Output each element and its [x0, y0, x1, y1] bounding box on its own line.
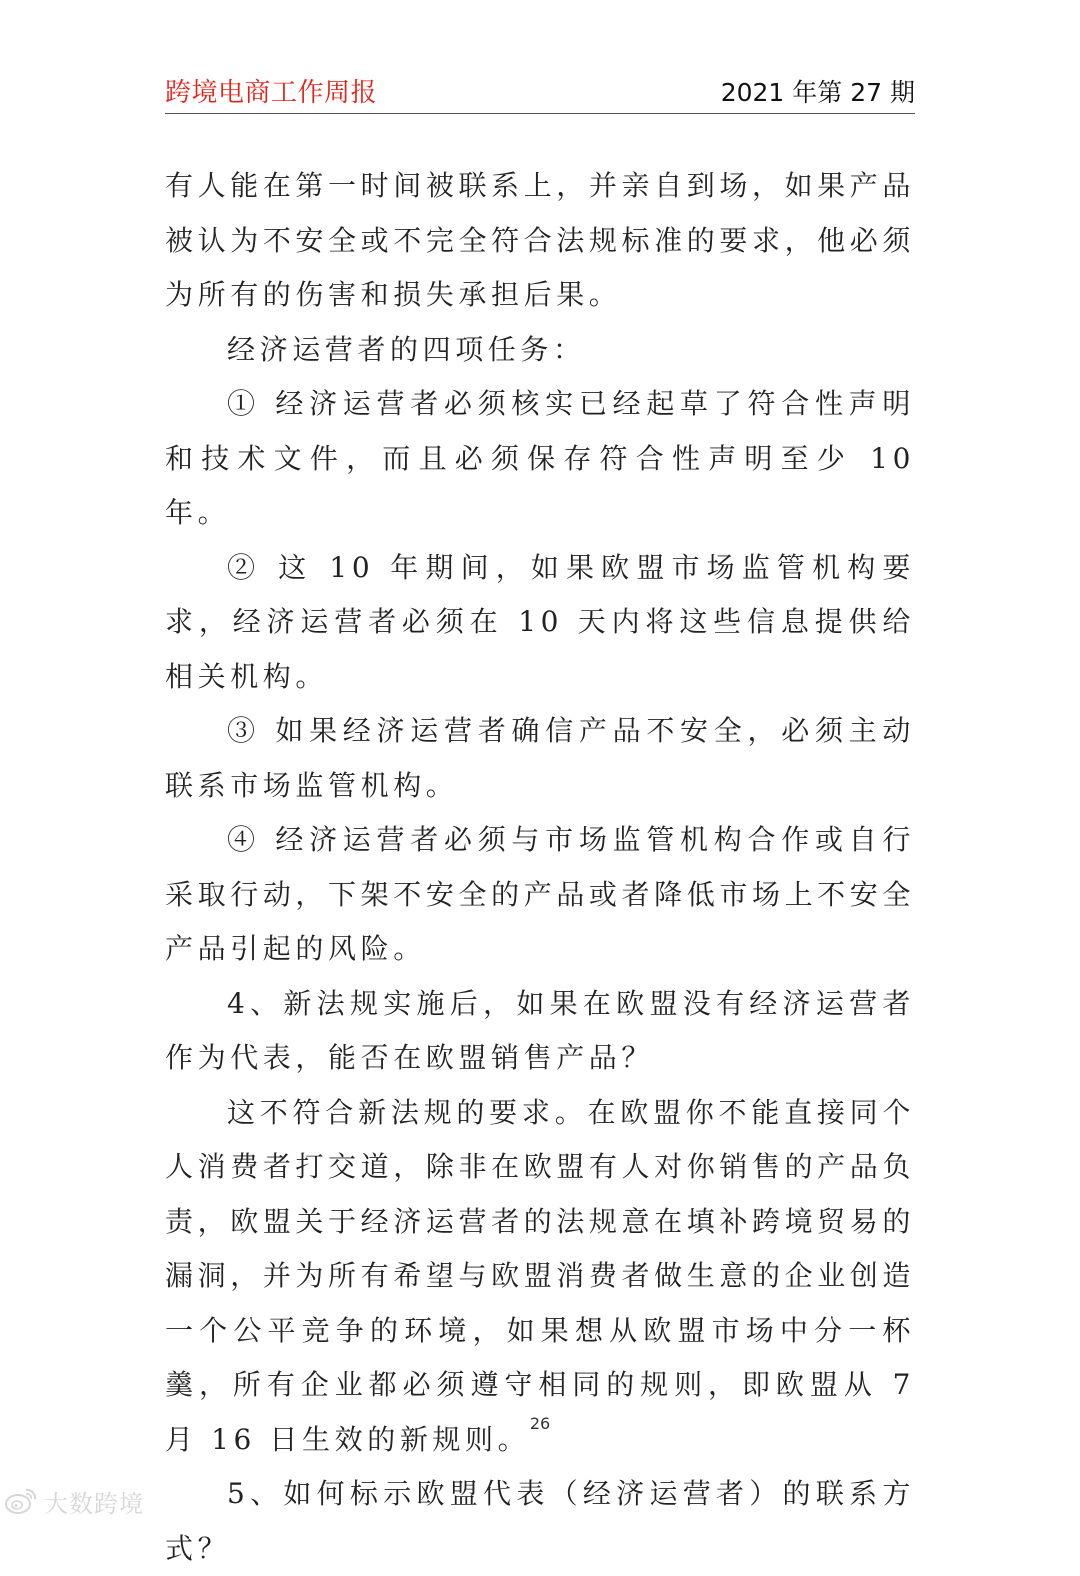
paragraph-8: 这不符合新法规的要求。在欧盟你不能直接同个人消费者打交道，除非在欧盟有人对你销售的产品负责，欧盟关于经济运营者的法规意在填补跨境贸易的漏洞，并为所有希望与欧盟消费者做生意的企业创造一个公平竞争的环境，如果想从欧盟市场中分一杯羹，所有企业都必须遵守相同的规则，即欧盟从 7 月 16 日生效的新规则。 [165, 1095, 915, 1456]
paragraph-9: 5、如何标示欧盟代表（经济运营者）的联系方式？ [165, 1477, 915, 1565]
paragraph-4: ② 这 10 年期间，如果欧盟市场监管机构要求，经济运营者必须在 10 天内将这些信息提供给相关机构。 [165, 550, 915, 693]
paragraph-2: 经济运营者的四项任务： [227, 332, 586, 366]
paragraph-7: 4、新法规实施后，如果在欧盟没有经济运营者作为代表，能否在欧盟销售产品？ [165, 986, 915, 1074]
watermark-text: 大数跨境 [44, 1489, 144, 1518]
issue-number: 2021 年第 27 期 [720, 78, 915, 107]
publication-title: 跨境电商工作周报 [165, 78, 378, 108]
paragraph-1: 有人能在第一时间被联系上，并亲自到场，如果产品被认为不安全或不完全符合法规标准的要求，他必须为所有的伤害和损失承担后果。 [165, 169, 915, 311]
watermark [4, 1484, 144, 1518]
header-divider [165, 113, 915, 114]
paragraph-3: ① 经济运营者必须核实已经起草了符合性声明和技术文件，而且必须保存符合性声明至少 10 年。 [165, 387, 915, 529]
paragraph-5: ③ 如果经济运营者确信产品不安全，必须主动联系市场监管机构。 [165, 714, 915, 802]
document-body [165, 159, 915, 1576]
page-number: 26 [529, 1414, 551, 1433]
page-header [165, 74, 915, 116]
paragraph-6: ④ 经济运营者必须与市场监管机构合作或自行采取行动，下架不安全的产品或者降低市场上不安全产品引起的风险。 [165, 823, 915, 965]
weibo-logo-icon [4, 1486, 38, 1516]
